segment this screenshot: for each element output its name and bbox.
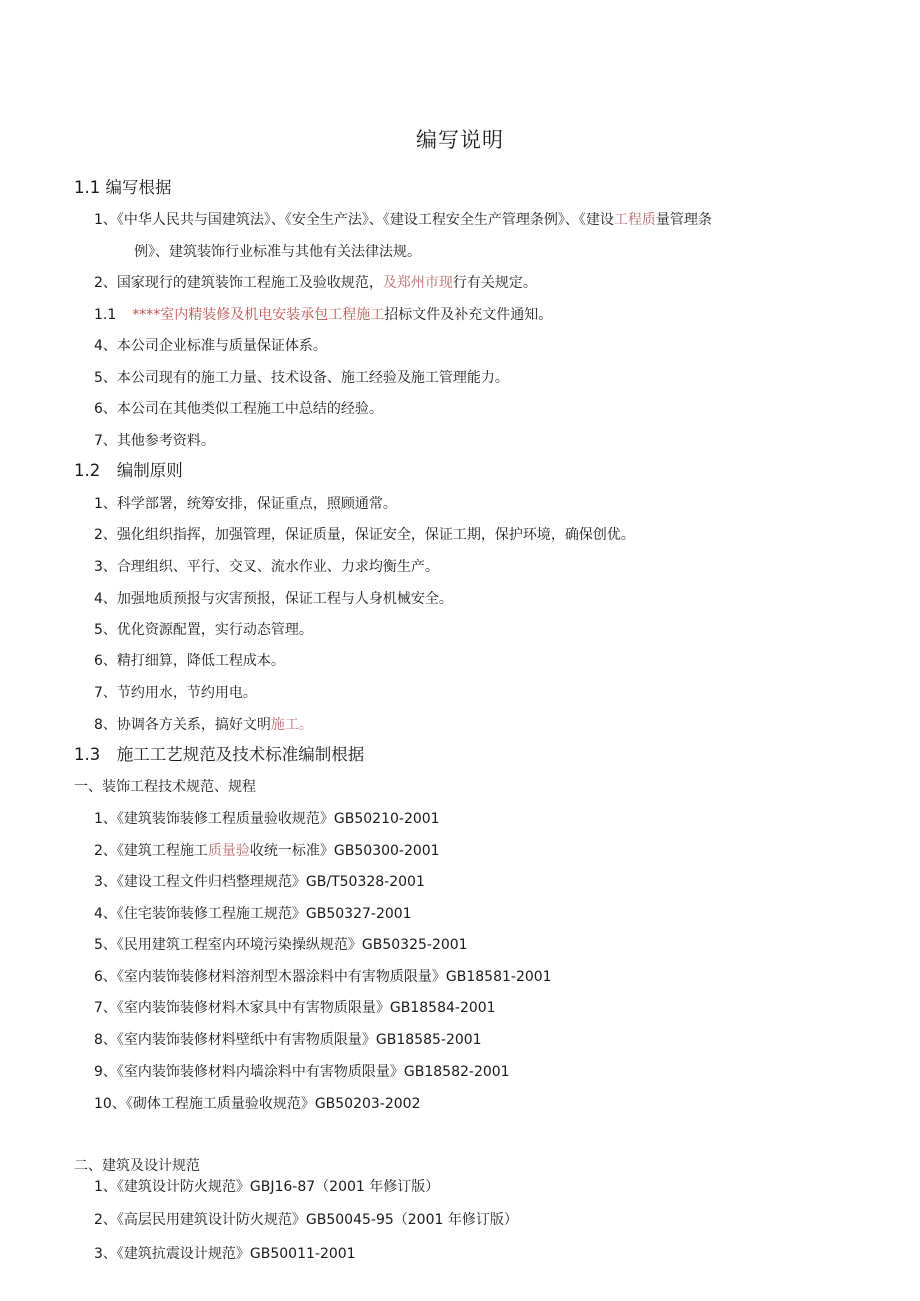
list-item: 7、节约用水，节约用电。 <box>94 685 257 701</box>
list-item: 4、本公司企业标准与质量保证体系。 <box>94 338 327 354</box>
list-item: 3、《建设工程文件归档整理规范》GB/T50328-2001 <box>94 874 425 890</box>
list-item: 4、加强地质预报与灾害预报，保证工程与人身机械安全。 <box>94 591 453 607</box>
list-item: 1、《中华人民共与国建筑法》、《安全生产法》、《建设工程安全生产管理条例》、《建设工程质量管理条 <box>94 212 712 228</box>
list-item: 1、《建筑设计防火规范》GBJ16-87（2001 年修订版） <box>94 1179 440 1195</box>
list-item: 2、国家现行的建筑装饰工程施工及验收规范，及郑州市现行有关规定。 <box>94 275 537 291</box>
list-item: 5、《民用建筑工程室内环境污染操纵规范》GB50325-2001 <box>94 937 468 953</box>
section-heading-1-2: 1.2 编制原则 <box>74 461 183 480</box>
subsection-heading: 一、装饰工程技术规范、规程 <box>74 779 256 795</box>
page-title: 编写说明 <box>416 128 504 152</box>
list-item: 1、科学部署，统筹安排，保证重点，照顾通常。 <box>94 496 397 512</box>
section-heading-1-1: 1.1 编写根据 <box>74 178 172 197</box>
subsection-heading: 二、建筑及设计规范 <box>74 1158 200 1174</box>
list-item: 8、《室内装饰装修材料壁纸中有害物质限量》GB18585-2001 <box>94 1032 482 1048</box>
list-item: 3、《建筑抗震设计规范》GB50011-2001 <box>94 1246 356 1262</box>
list-item: 2、《高层民用建筑设计防火规范》GB50045-95（2001 年修订版） <box>94 1212 518 1228</box>
list-item: 7、《室内装饰装修材料木家具中有害物质限量》GB18584-2001 <box>94 1000 496 1016</box>
list-item: 2、强化组织指挥，加强管理，保证质量，保证安全，保证工期，保护环境，确保创优。 <box>94 527 635 543</box>
list-item: 8、协调各方关系，搞好文明施工。 <box>94 717 313 733</box>
list-item: 4、《住宅装饰装修工程施工规范》GB50327-2001 <box>94 906 412 922</box>
list-item: 9、《室内装饰装修材料内墙涂料中有害物质限量》GB18582-2001 <box>94 1064 510 1080</box>
list-item: 10、《砌体工程施工质量验收规范》GB50203-2002 <box>94 1096 421 1112</box>
list-item: 6、本公司在其他类似工程施工中总结的经验。 <box>94 401 383 417</box>
list-item: 6、精打细算，降低工程成本。 <box>94 653 285 669</box>
list-item: 5、优化资源配置，实行动态管理。 <box>94 622 313 638</box>
list-item: 7、其他参考资料。 <box>94 433 215 449</box>
section-heading-1-3: 1.3 施工工艺规范及技术标准编制根据 <box>74 745 365 764</box>
list-item: 2、《建筑工程施工质量验收统一标准》GB50300-2001 <box>94 843 440 859</box>
list-item: 1.1 ****室内精装修及机电安装承包工程施工招标文件及补充文件通知。 <box>94 307 553 323</box>
list-item: 5、本公司现有的施工力量、技术设备、施工经验及施工管理能力。 <box>94 370 509 386</box>
list-item: 6、《室内装饰装修材料溶剂型木器涂料中有害物质限量》GB18581-2001 <box>94 969 552 985</box>
list-item: 1、《建筑装饰装修工程质量验收规范》GB50210-2001 <box>94 811 440 827</box>
list-item: 3、合理组织、平行、交叉、流水作业、力求均衡生产。 <box>94 559 439 575</box>
list-item-continuation: 例》、建筑装饰行业标准与其他有关法律法规。 <box>134 244 421 260</box>
